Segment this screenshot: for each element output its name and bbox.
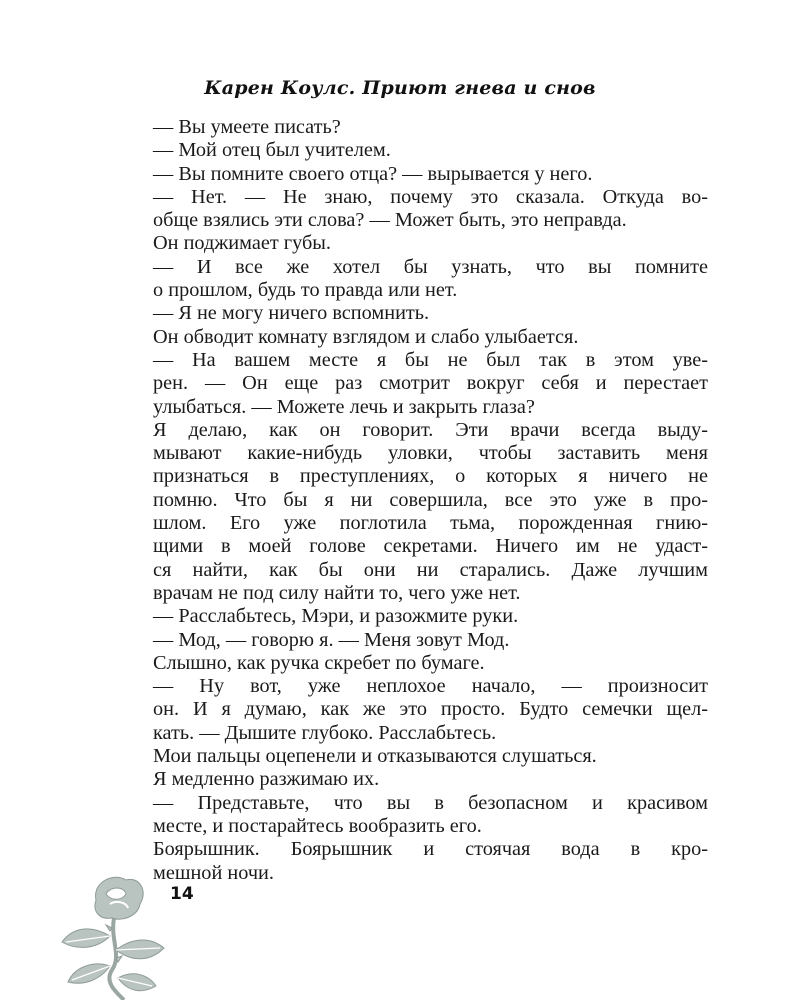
- text-line: помню. Что бы я ни совершила, все это уже в про-: [153, 488, 708, 511]
- text-line: Боярышник. Боярышник и стоячая вода в кро-: [153, 838, 708, 861]
- text-line: улыбаться. — Можете лечь и закрыть глаза?: [153, 395, 535, 418]
- text-line: мешной ночи.: [153, 861, 274, 884]
- text-line: кать. — Дышите глубоко. Расслабьтесь.: [153, 721, 497, 744]
- text-line: ся найти, как бы они ни старались. Даже лучшим: [153, 558, 708, 581]
- text-line: — Расслабьтесь, Мэри, и разожмите руки.: [153, 605, 519, 628]
- text-line: — Вы умеете писать?: [153, 116, 341, 138]
- page-number: 14: [170, 884, 194, 904]
- text-line: мывают какие-нибудь уловки, чтобы заставить меня: [153, 442, 708, 465]
- text-line: шлом. Его уже поглотила тьма, порожденная гнию-: [153, 512, 708, 535]
- text-line: рен. — Он еще раз смотрит вокруг себя и перестает: [153, 372, 708, 395]
- text-line: о прошлом, будь то правда или нет.: [153, 279, 458, 302]
- text-line: врачам не под силу найти то, чего уже нет.: [153, 581, 521, 604]
- text-line: — Ну вот, уже неплохое начало, — произносит: [153, 675, 708, 698]
- text-line: обще взялись эти слова? — Может быть, это неправда.: [153, 209, 627, 232]
- text-line: — Я не могу ничего вспомнить.: [153, 302, 430, 325]
- text-line: Он поджимает губы.: [153, 232, 332, 255]
- text-line: Я медленно разжимаю их.: [153, 768, 380, 791]
- text-line: — Мой отец был учителем.: [153, 139, 391, 162]
- text-line: месте, и постарайтесь вообразить его.: [153, 814, 482, 837]
- text-line: Я делаю, как он говорит. Эти врачи всегда выду-: [153, 418, 708, 441]
- rose-ornament-icon: [52, 870, 172, 1000]
- text-line: Слышно, как ручка скребет по бумаге.: [153, 651, 485, 674]
- text-line: — На вашем месте я бы не был так в этом уве-: [153, 348, 708, 371]
- text-line: — Мод, — говорю я. — Меня зовут Мод.: [153, 628, 510, 651]
- text-line: — Представьте, что вы в безопасном и красивом: [153, 791, 708, 814]
- text-line: Мои пальцы оцепенели и отказываются слушаться.: [153, 745, 597, 768]
- running-title: Карен Коулс. Приют гнева и снов: [204, 77, 596, 99]
- text-line: признаться в преступлениях, о которых я ничего не: [153, 465, 708, 488]
- text-line: щими в моей голове секретами. Ничего им не удаст-: [153, 535, 708, 558]
- text-line: он. И я думаю, как же это просто. Будто семечки щел-: [153, 698, 708, 721]
- text-line: — Вы помните своего отца? — вырывается у него.: [153, 162, 593, 185]
- text-line: — Нет. — Не знаю, почему это сказала. Откуда во-: [153, 185, 708, 208]
- text-line: — И все же хотел бы узнать, что вы помните: [153, 255, 708, 278]
- body-text: [153, 116, 708, 885]
- text-line: Он обводит комнату взглядом и слабо улыбается.: [153, 325, 579, 348]
